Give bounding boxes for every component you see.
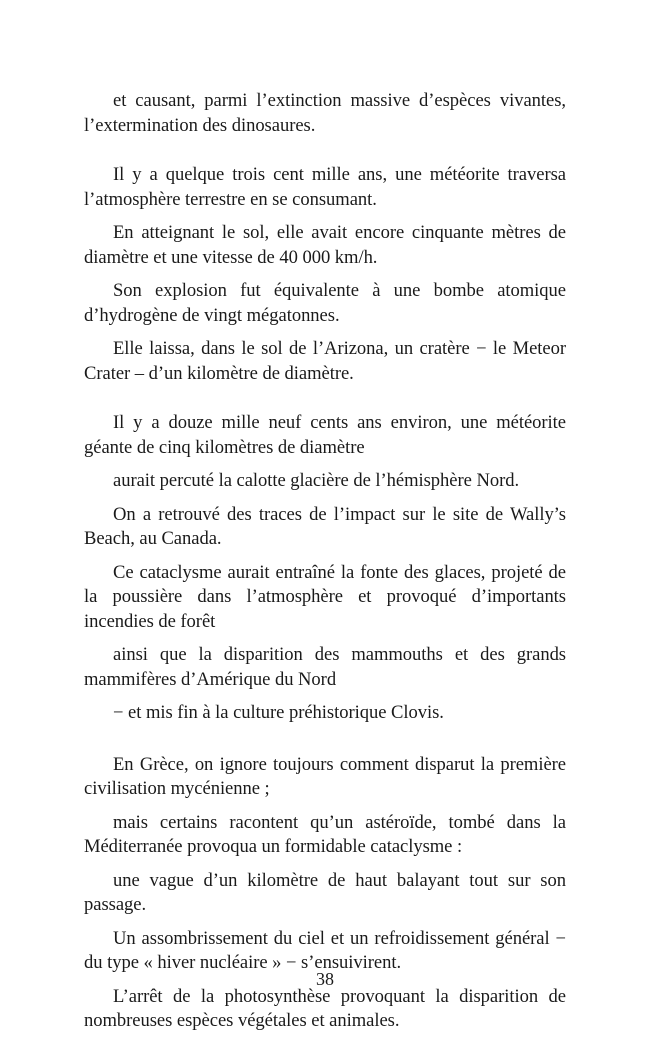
paragraph: On a retrouvé des traces de l’impact sur le site de Wally’s Beach, au Canada.	[84, 503, 566, 549]
page-number: 38	[316, 969, 334, 989]
paragraph: − et mis fin à la culture préhistorique Clovis.	[113, 702, 444, 723]
paragraph: mais certains racontent qu’un astéroïde, tombé dans la Méditerranée provoqua un formidable cataclysme :	[84, 811, 566, 857]
paragraph: En Grèce, on ignore toujours comment disparut la première civilisation mycénienne ;	[84, 753, 566, 799]
paragraph: une vague d’un kilomètre de haut balayant tout sur son passage.	[84, 869, 566, 915]
paragraph: Un assombrissement du ciel et un refroidissement général − du type « hiver nucléaire » − s’ensuivirent.	[84, 927, 566, 973]
paragraph: Elle laissa, dans le sol de l’Arizona, un cratère − le Meteor Crater – d’un kilomètre de diamètre.	[84, 338, 566, 384]
page-body	[84, 89, 566, 1043]
paragraph: et causant, parmi l’extinction massive d’espèces vivantes, l’extermination des dinosaures.	[84, 90, 566, 136]
paragraph: aurait percuté la calotte glacière de l’hémisphère Nord.	[113, 470, 520, 491]
paragraph: En atteignant le sol, elle avait encore cinquante mètres de diamètre et une vitesse de 40 000 km/h.	[84, 222, 566, 268]
paragraph: ainsi que la disparition des mammouths et des grands mammifères d’Amérique du Nord	[84, 644, 566, 690]
paragraph: L’arrêt de la photosynthèse provoquant la disparition de nombreuses espèces végétales et animales.	[84, 985, 566, 1031]
paragraph: Il y a douze mille neuf cents ans environ, une météorite géante de cinq kilomètres de diamètre	[84, 412, 566, 458]
paragraph: Ce cataclysme aurait entraîné la fonte des glaces, projeté de la poussière dans l’atmosphère et provoqué d’importants incendies de forêt	[84, 561, 566, 632]
paragraph: Son explosion fut équivalente à une bombe atomique d’hydrogène de vingt mégatonnes.	[84, 280, 566, 326]
paragraph: Il y a quelque trois cent mille ans, une météorite traversa l’atmosphère terrestre en se consumant.	[84, 164, 566, 210]
